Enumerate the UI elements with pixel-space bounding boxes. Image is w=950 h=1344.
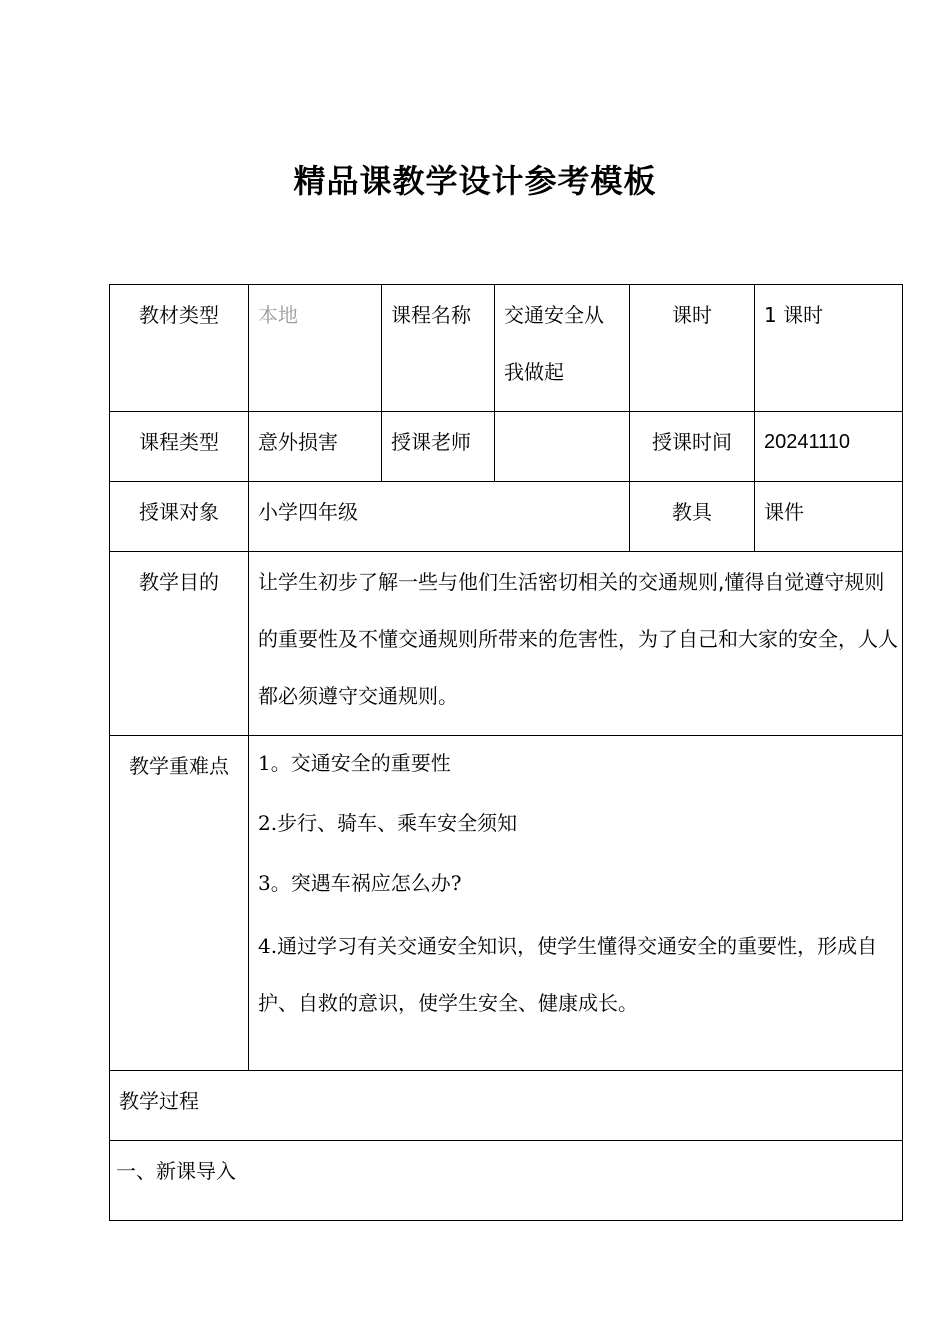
- table-row: [110, 482, 903, 552]
- audience-value[interactable]: 小学四年级: [258, 500, 358, 524]
- list-item: 3。突遇车祸应怎么办?: [258, 871, 462, 895]
- table-row: [110, 552, 903, 736]
- table-row: [110, 285, 903, 412]
- time-label: 授课时间: [652, 430, 732, 454]
- section-new-lesson[interactable]: 一、新课导入: [116, 1159, 236, 1183]
- page-title: 精品课教学设计参考模板: [293, 162, 657, 200]
- time-value[interactable]: 20241110: [764, 431, 851, 453]
- list-item: 2.步行、骑车、乘车安全须知: [258, 811, 518, 835]
- tools-label: 教具: [672, 500, 712, 524]
- list-item: 4.通过学习有关交通安全知识，使学生懂得交通安全的重要性，形成自护、自救的意识，使学生安全、健康成长。: [258, 934, 878, 1015]
- key-points-label: 教学重难点: [129, 754, 229, 778]
- teacher-label: 授课老师: [391, 430, 471, 454]
- goal-label: 教学目的: [139, 570, 219, 594]
- course-name-value-cell[interactable]: [495, 285, 630, 412]
- hours-value-cell[interactable]: [755, 285, 903, 412]
- material-type-value-cell[interactable]: [249, 285, 382, 412]
- material-type-label: 教材类型: [139, 303, 219, 327]
- course-type-label: 课程类型: [139, 430, 219, 454]
- course-name-label-cell: [382, 285, 495, 412]
- lesson-plan-table: [109, 284, 903, 1221]
- tools-value[interactable]: 课件: [764, 500, 804, 524]
- material-type-label-cell: [110, 285, 249, 412]
- hours-value[interactable]: 1 课时: [764, 303, 824, 327]
- list-item: 1。交通安全的重要性: [258, 751, 451, 775]
- course-type-value[interactable]: 意外损害: [258, 430, 338, 454]
- course-name-label: 课程名称: [391, 303, 471, 327]
- table-row: [110, 1141, 903, 1221]
- teacher-value[interactable]: [495, 402, 629, 414]
- hours-label: 课时: [672, 303, 712, 327]
- course-name-value[interactable]: 交通安全从我做起: [504, 303, 604, 384]
- key-points-list[interactable]: [249, 736, 902, 1032]
- table-row: [110, 412, 903, 482]
- table-row: [110, 1071, 903, 1141]
- goal-text[interactable]: 让学生初步了解一些与他们生活密切相关的交通规则,懂得自觉遵守规则的重要性及不懂交通规则所带来的危害性，为了自己和大家的安全，人人都必须遵守交通规则。: [258, 570, 898, 708]
- process-label: 教学过程: [119, 1089, 199, 1113]
- table-row: [110, 736, 903, 1071]
- audience-label: 授课对象: [139, 500, 219, 524]
- hours-label-cell: [630, 285, 755, 412]
- material-type-value[interactable]: 本地: [258, 303, 298, 327]
